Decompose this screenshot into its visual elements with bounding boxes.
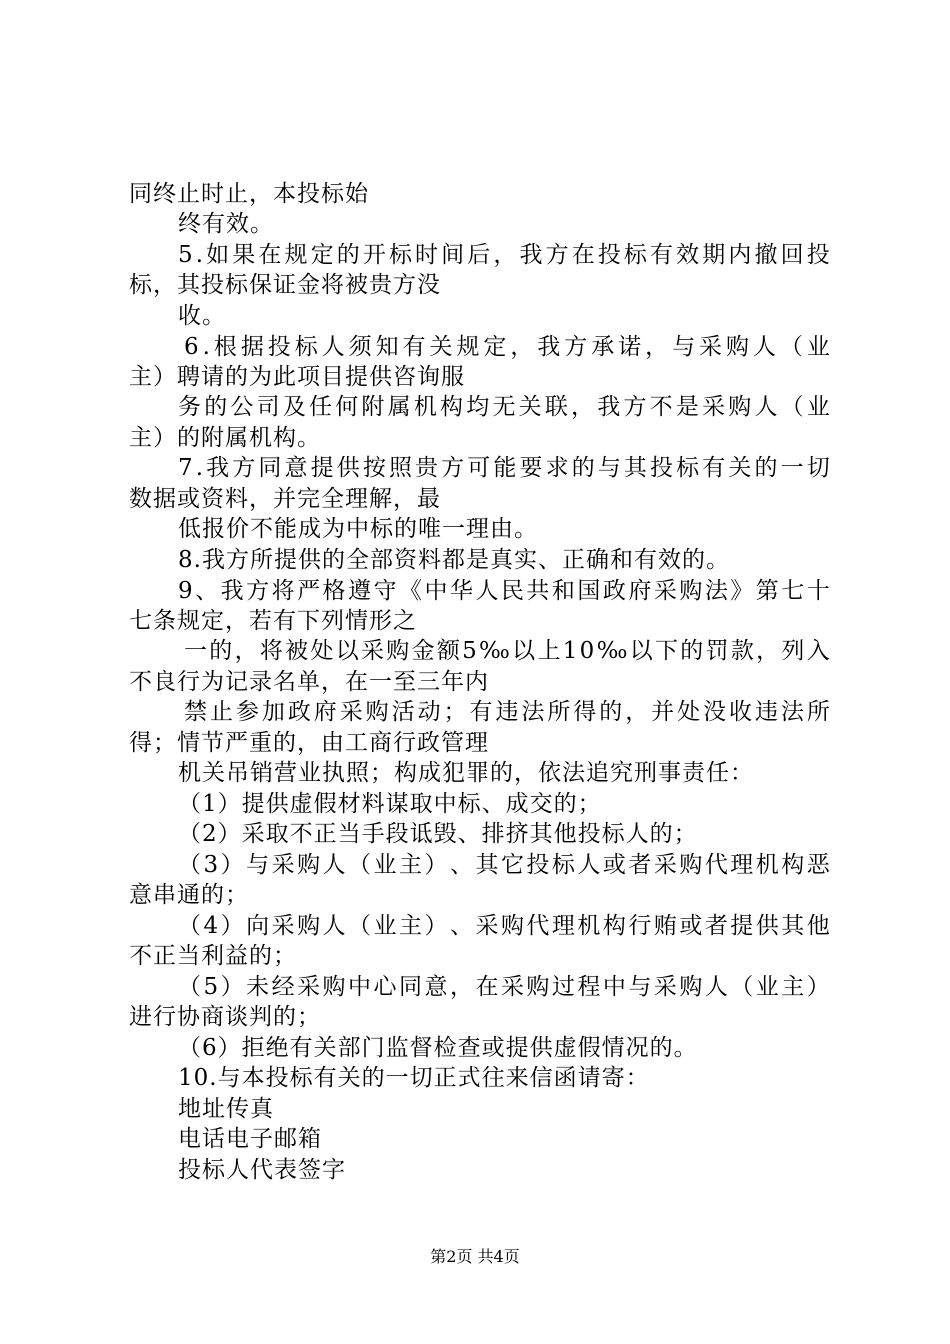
paragraph-line: 低报价不能成为中标的唯一理由。	[178, 516, 538, 542]
paragraph-line: 5 . 如 果 在 规 定 的 开 标 时 间 后 ， 我 方 在 投 标 有 效 期 内 撤 回 投	[178, 242, 830, 268]
paragraph-line: 不良行为记录名单，在一至三年内	[129, 669, 489, 695]
page-number-footer: 第2页 共4页	[430, 1247, 520, 1266]
list-item: （ 4 ） 向 采 购 人 （ 业 主 ） 、 采 购 代 理 机 构 行 贿 或 者 提 供 其 他	[178, 913, 830, 939]
paragraph-line: 主）的附属机构。	[129, 425, 321, 451]
list-item: 意串通的；	[129, 882, 249, 908]
paragraph-line: 一 的 ， 将 被 处 以 采 购 金 额 5 ‰ 以 上 1 0 ‰ 以 下 的 罚 款 ， 列 入	[184, 638, 830, 664]
list-item: 进行协商谈判的；	[129, 1004, 321, 1030]
paragraph-line: 6 . 根 据 投 标 人 须 知 有 关 规 定 ， 我 方 承 诺 ， 与 采 购 人 （ 业	[184, 334, 830, 360]
paragraph-line: 10.与本投标有关的一切正式往来信函请寄：	[178, 1065, 650, 1091]
paragraph-line: 8.我方所提供的全部资料都是真实、正确和有效的。	[178, 547, 730, 573]
list-item: （ 3 ） 与 采 购 人 （ 业 主 ） 、 其 它 投 标 人 或 者 采 购 代 理 机 构 恶	[178, 852, 830, 878]
signature-field: 投标人代表签字	[178, 1157, 346, 1183]
phone-email-field: 电话电子邮箱	[178, 1126, 322, 1152]
paragraph-line: 禁 止 参 加 政 府 采 购 活 动 ； 有 违 法 所 得 的 ， 并 处 没 收 违 法 所	[184, 699, 830, 725]
list-item: （2）采取不正当手段诋毁、排挤其他投标人的；	[178, 821, 698, 847]
paragraph-line: 机关吊销营业执照；构成犯罪的，依法追究刑事责任：	[178, 760, 754, 786]
paragraph-line: 收。	[178, 303, 226, 329]
list-item: （1）提供虚假材料谋取中标、成交的；	[178, 791, 602, 817]
paragraph-line: 务 的 公 司 及 任 何 附 属 机 构 均 无 关 联 ， 我 方 不 是 采 购 人 （ 业	[178, 394, 830, 420]
paragraph-line: 终有效。	[178, 211, 274, 237]
address-fax-field: 地址传真	[178, 1096, 274, 1122]
paragraph-line: 七条规定，若有下列情形之	[129, 608, 417, 634]
paragraph-line: 主）聘请的为此项目提供咨询服	[129, 364, 465, 390]
paragraph-line: 数据或资料，并完全理解，最	[129, 486, 441, 512]
paragraph-line: 7 . 我 方 同 意 提 供 按 照 贵 方 可 能 要 求 的 与 其 投 标 有 关 的 一 切	[178, 455, 830, 481]
paragraph-line: 9 、 我 方 将 严 格 遵 守 《 中 华 人 民 共 和 国 政 府 采 购 法 》 第 七 十	[178, 578, 830, 604]
list-item: （6）拒绝有关部门监督检查或提供虚假情况的。	[178, 1035, 698, 1061]
paragraph-line: 同终止时止，本投标始	[129, 181, 369, 207]
paragraph-line: 标，其投标保证金将被贵方没	[129, 272, 441, 298]
list-item: 不正当利益的；	[129, 943, 297, 969]
paragraph-line: 得；情节严重的，由工商行政管理	[129, 730, 489, 756]
list-item: （ 5 ） 未 经 采 购 中 心 同 意 ， 在 采 购 过 程 中 与 采 购 人 （ 业 主 ）	[178, 974, 830, 1000]
